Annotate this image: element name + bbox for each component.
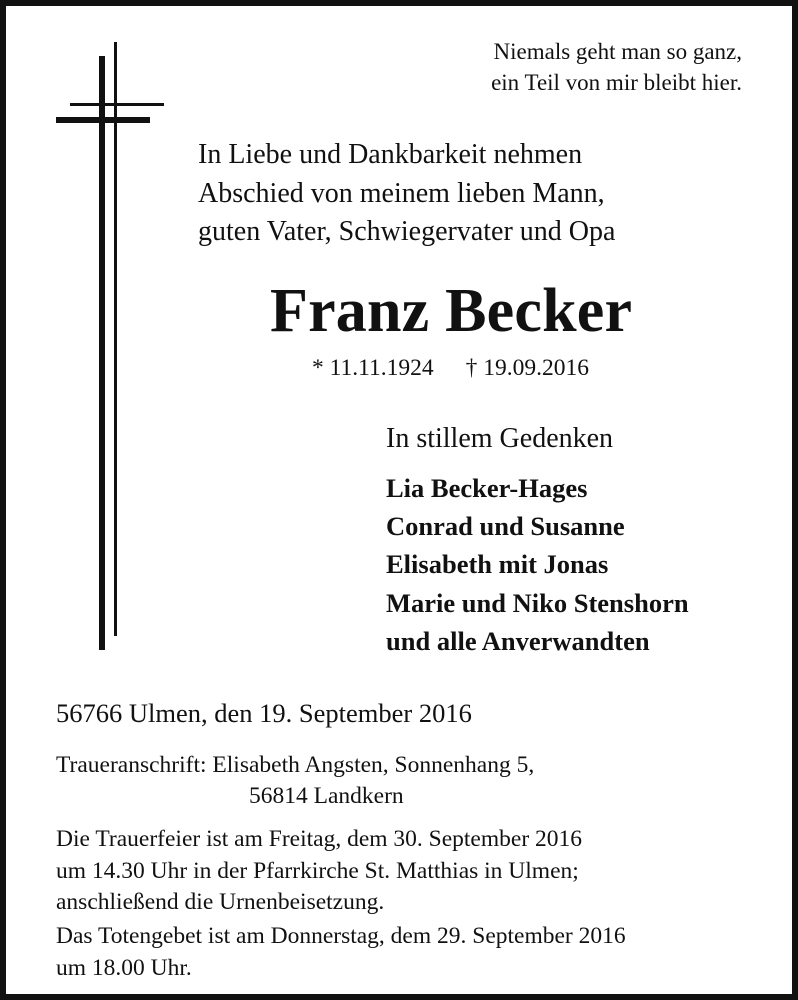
mourners-list bbox=[386, 469, 689, 660]
death-date: † 19.09.2016 bbox=[465, 355, 590, 381]
mourners-heading: In stillem Gedenken bbox=[386, 423, 614, 454]
intro-line-2: Abschied von meinem lieben Mann, bbox=[198, 177, 605, 209]
mourner-name: Conrad und Susanne bbox=[386, 511, 625, 542]
address-line-2: 56814 Landkern bbox=[249, 782, 404, 809]
prayer-info bbox=[56, 921, 626, 984]
motto bbox=[491, 36, 742, 98]
prayer-line-1: Das Totengebet ist am Donnerstag, dem 29. September 2016 bbox=[56, 923, 626, 949]
place-date: 56766 Ulmen, den 19. September 2016 bbox=[56, 698, 472, 728]
motto-line-1: Niemals geht man so ganz, bbox=[493, 39, 742, 64]
motto-line-2: ein Teil von mir bleibt hier. bbox=[491, 70, 742, 95]
birth-date: * 11.11.1924 bbox=[312, 355, 434, 381]
ceremony-line-2: um 14.30 Uhr in der Pfarrkirche St. Matthias in Ulmen; bbox=[56, 857, 579, 884]
deceased-name: Franz Becker bbox=[270, 277, 633, 345]
intro-line-1: In Liebe und Dankbarkeit nehmen bbox=[198, 139, 583, 170]
condolence-address bbox=[56, 750, 534, 811]
address-label: Traueranschrift: bbox=[56, 752, 207, 778]
mourner-name: Lia Becker-Hages bbox=[386, 473, 588, 503]
prayer-line-2: um 18.00 Uhr. bbox=[56, 954, 192, 981]
ceremony-info bbox=[56, 824, 582, 919]
mourner-name: und alle Anverwandten bbox=[386, 625, 650, 656]
ceremony-line-3: anschließend die Urnenbeisetzung. bbox=[56, 889, 385, 915]
life-dates bbox=[312, 353, 589, 383]
intro-line-3: guten Vater, Schwiegervater und Opa bbox=[198, 216, 616, 247]
ceremony-line-1: Die Trauerfeier ist am Freitag, dem 30. September 2016 bbox=[56, 826, 583, 852]
mourner-name: Elisabeth mit Jonas bbox=[386, 549, 609, 580]
intro-text bbox=[198, 136, 615, 252]
mourner-name: Marie und Niko Stenshorn bbox=[386, 587, 689, 618]
address-line-1: Elisabeth Angsten, Sonnenhang 5, bbox=[212, 752, 535, 778]
